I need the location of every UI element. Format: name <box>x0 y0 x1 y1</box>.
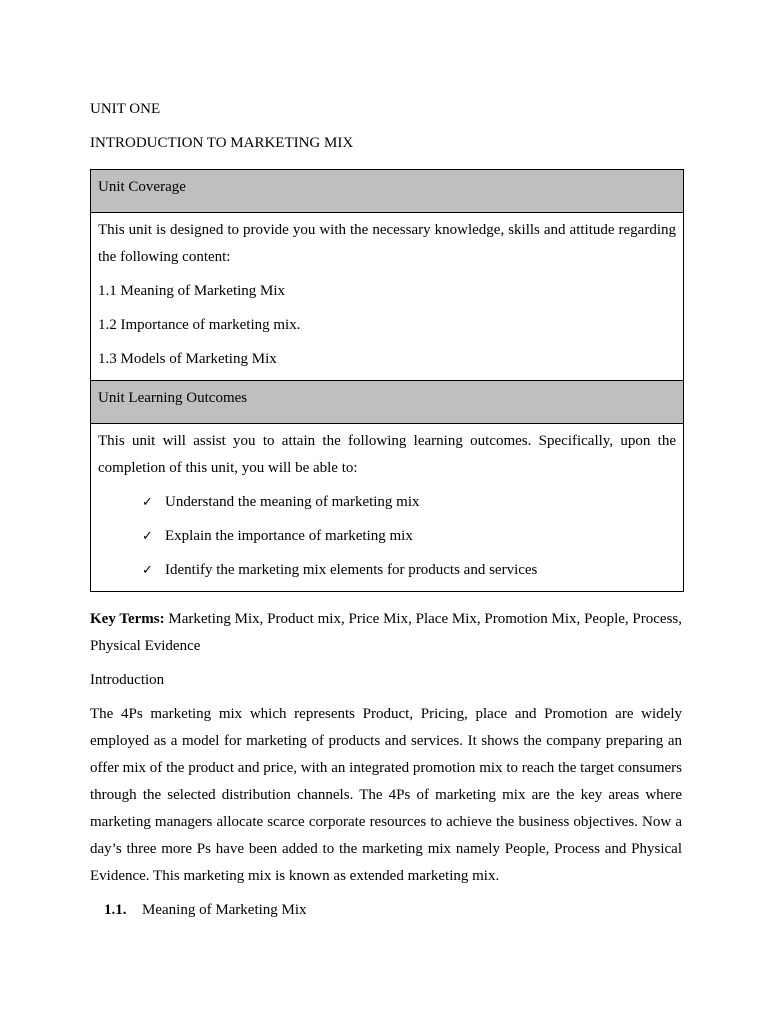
coverage-heading: Unit Coverage <box>91 170 683 213</box>
key-terms-label: Key Terms: <box>90 611 165 627</box>
outcomes-intro: This unit will assist you to attain the following learning outcomes. Specifically, upon the completion of this unit, you will be able to: <box>98 433 676 476</box>
checkmark-icon: ✓ <box>142 529 153 544</box>
outcome-item <box>98 489 676 516</box>
key-terms <box>90 606 682 660</box>
outcome-item <box>98 523 676 550</box>
unit-title: INTRODUCTION TO MARKETING MIX <box>90 135 354 151</box>
key-terms-text: Marketing Mix, Product mix, Price Mix, Place Mix, Promotion Mix, People, Process, Physical Evidence <box>90 611 683 654</box>
introduction-paragraph: The 4Ps marketing mix which represents Product, Pricing, place and Promotion are widely employed as a model for marketing of products and services. It shows the company preparing an offer mix of the product and price, with an integrated promotion mix to reach the target consumers through the selected distribution channels. The 4Ps of marketing mix are the key areas where marketing managers allocate scarce corporate resources to achieve the business objectives. Now a day’s three more Ps have been added to the marketing mix namely People, Process and Physical Evidence. This marketing mix is known as extended marketing mix. <box>90 706 682 884</box>
section-heading <box>104 897 307 924</box>
unit-label: UNIT ONE <box>90 101 161 117</box>
unit-coverage-table <box>90 169 684 592</box>
section-number: 1.1. <box>104 902 127 918</box>
checkmark-icon: ✓ <box>142 563 153 578</box>
section-title: Meaning of Marketing Mix <box>142 902 307 918</box>
coverage-item: 1.1 Meaning of Marketing Mix <box>98 283 286 299</box>
coverage-item: 1.3 Models of Marketing Mix <box>98 351 277 367</box>
outcomes-body <box>91 424 683 591</box>
outcome-text: Understand the meaning of marketing mix <box>165 494 420 510</box>
outcome-text: Identify the marketing mix elements for products and services <box>165 562 538 578</box>
coverage-item: 1.2 Importance of marketing mix. <box>98 317 301 333</box>
outcomes-heading: Unit Learning Outcomes <box>91 381 683 424</box>
coverage-intro: This unit is designed to provide you with the necessary knowledge, skills and attitude regarding the following content: <box>98 222 676 265</box>
outcome-item <box>98 557 676 584</box>
coverage-body <box>91 213 683 381</box>
introduction-heading: Introduction <box>90 672 165 688</box>
outcome-text: Explain the importance of marketing mix <box>165 528 413 544</box>
outcomes-list <box>98 489 676 584</box>
checkmark-icon: ✓ <box>142 495 153 510</box>
